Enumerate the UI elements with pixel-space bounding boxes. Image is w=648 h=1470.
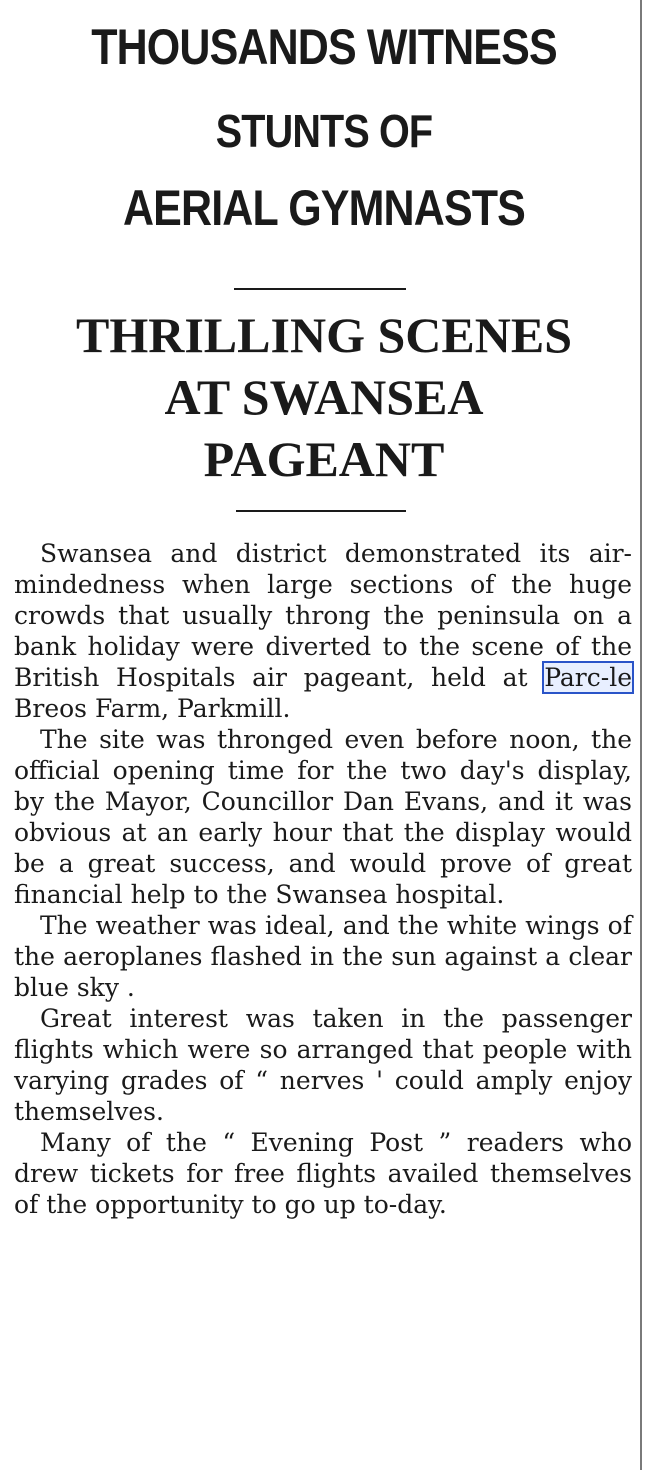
headline	[0, 19, 648, 75]
article-body	[14, 538, 632, 1220]
headline-line-1: THOUSANDS WITNESS	[91, 19, 557, 75]
paragraph-5: Many of the “ Evening Post ” readers who drew tickets for free flights availed themselves of the opportunity to go up to-day.	[14, 1128, 632, 1219]
divider-top	[234, 288, 406, 290]
paragraph-2: The site was thronged even before noon, the official opening time for the two day's display, by the Mayor, Councillor Dan Evans, and it was obvious at an early hour that the display would be a great success, and would prove of great financial help to the Swansea hospital.	[14, 725, 632, 909]
paragraph-3: The weather was ideal, and the white wings of the aeroplanes flashed in the sun against a clear blue sky .	[14, 911, 632, 1002]
headline-line-3-wrap	[0, 180, 648, 236]
subheadline-line-1: THRILLING SCENES	[76, 307, 572, 363]
subheadline-line-2: AT SWANSEA	[164, 369, 484, 425]
headline-line-3: AERIAL GYMNASTS	[122, 180, 525, 236]
paragraph-1-end: Breos Farm, Parkmill.	[14, 694, 291, 723]
highlighted-word[interactable]: Parc-le	[544, 663, 632, 692]
divider-bottom	[236, 510, 406, 512]
subheadline	[0, 307, 648, 363]
headline-line-2: STUNTS OF	[215, 105, 433, 157]
subheadline-line-3-wrap	[0, 431, 648, 487]
paragraph-4: Great interest was taken in the passenger flights which were so arranged that people with varying grades of “ nerves ' could amply enjoy themselves.	[14, 1004, 632, 1126]
paragraph-1-text: Swansea and district demonstrated its air-mindedness when large sections of the huge crowds that usually throng the peninsula on a bank holiday were diverted to the scene of the British Hospitals air pageant, held at	[14, 539, 632, 692]
subheadline-line-3: PAGEANT	[203, 431, 445, 487]
subheadline-line-2-wrap	[0, 369, 648, 425]
paragraph-1	[14, 538, 632, 724]
headline-line-2-wrap	[0, 105, 648, 157]
